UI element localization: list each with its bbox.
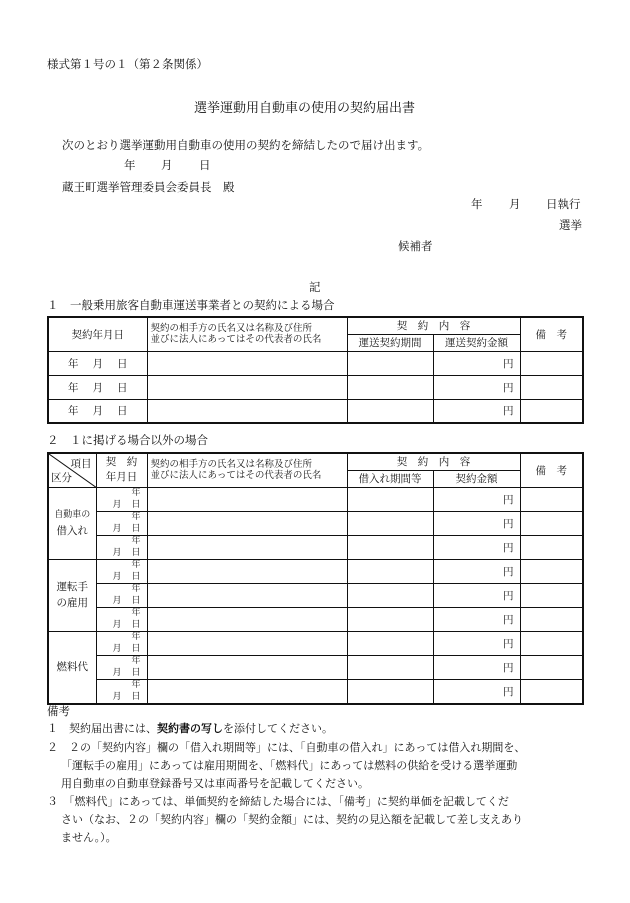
s2-col-remarks: 備 考: [520, 453, 583, 487]
day-label: 日: [117, 381, 128, 394]
party-cell[interactable]: [147, 511, 347, 535]
party-cell[interactable]: [147, 655, 347, 679]
s1-col-period: 運送契約期間: [347, 334, 433, 351]
year-label: 年: [131, 655, 141, 666]
group-label-line1: 自動車の: [54, 510, 91, 520]
table-row: [48, 679, 583, 704]
period-cell[interactable]: [347, 631, 433, 655]
period-cell[interactable]: [347, 351, 433, 375]
s1-col-date: 契約年月日: [48, 317, 147, 351]
day-label: 日: [131, 547, 141, 558]
addressee: 蔵王町選挙管理委員会委員長 殿: [62, 180, 235, 194]
month-label: 月: [92, 357, 103, 370]
year-label: 年: [131, 511, 141, 522]
election-month: 月: [509, 197, 521, 211]
amount-cell[interactable]: 円: [433, 375, 520, 399]
date-box: [97, 632, 147, 655]
date-cell[interactable]: [96, 679, 147, 704]
party-cell[interactable]: [147, 559, 347, 583]
remarks-cell[interactable]: [520, 607, 583, 631]
note-1-text: １ 契約届出書には、: [47, 722, 157, 735]
note-1: [47, 720, 333, 737]
date-box: [97, 608, 147, 631]
date-cell[interactable]: [96, 655, 147, 679]
date-cell[interactable]: [96, 535, 147, 559]
amount-cell[interactable]: 円: [433, 487, 520, 511]
date-cell[interactable]: [96, 631, 147, 655]
date-cell[interactable]: [96, 583, 147, 607]
day-label: 日: [131, 643, 141, 654]
s1-col-amount: 運送契約金額: [433, 334, 520, 351]
s2-col-date: [96, 453, 147, 487]
year-label: 年: [68, 381, 79, 394]
year-label: 年: [131, 583, 141, 594]
candidate-label: 候補者: [398, 239, 433, 253]
amount-cell[interactable]: 円: [433, 399, 520, 423]
day-label: 日: [131, 595, 141, 606]
party-cell[interactable]: [147, 679, 347, 704]
table-row: [48, 487, 583, 511]
day-label: 日: [131, 691, 141, 702]
group-label-line1: 運転手: [56, 581, 88, 593]
year-label: 年: [131, 631, 141, 642]
table-row: [48, 351, 583, 375]
month-label: 月: [112, 619, 122, 630]
note-2-line3: 用自動車の自動車登録番号又は車両番号を記載してください。: [61, 777, 369, 790]
s1-col-party-line2: 並びに法人にあってはその代表者の氏名: [150, 334, 322, 346]
s2-col-party-line1: 契約の相手方の氏名又は名称及び住所: [150, 459, 313, 471]
date-box: [97, 512, 147, 535]
remarks-cell[interactable]: [520, 351, 583, 375]
day-label: 日: [131, 619, 141, 630]
date-cell[interactable]: [96, 559, 147, 583]
group-label-cell: [48, 559, 96, 631]
period-cell[interactable]: [347, 535, 433, 559]
remarks-cell[interactable]: [520, 511, 583, 535]
remarks-cell[interactable]: [520, 655, 583, 679]
amount-cell[interactable]: 円: [433, 535, 520, 559]
party-cell[interactable]: [147, 583, 347, 607]
table-row: [48, 607, 583, 631]
period-cell[interactable]: [347, 399, 433, 423]
remarks-cell[interactable]: [520, 583, 583, 607]
election-year: 年: [471, 197, 483, 211]
amount-cell[interactable]: 円: [433, 607, 520, 631]
form-number: 様式第１号の１（第２条関係）: [47, 57, 208, 71]
day-label: 日: [117, 357, 128, 370]
section1-heading: １ 一般乗用旅客自動車運送事業者との契約による場合: [47, 298, 335, 312]
s2-col-period: 借入れ期間等: [347, 470, 433, 487]
period-cell[interactable]: [347, 583, 433, 607]
document-title: 選挙運動用自動車の使用の契約届出書: [194, 101, 416, 116]
day-label: 日: [131, 571, 141, 582]
date-box: [97, 560, 147, 583]
party-cell[interactable]: [147, 351, 347, 375]
group-label-cell: [48, 487, 96, 559]
table-row: [48, 399, 583, 423]
period-cell[interactable]: [347, 487, 433, 511]
party-cell[interactable]: [147, 535, 347, 559]
period-cell[interactable]: [347, 679, 433, 704]
submit-day: 日: [199, 158, 211, 172]
election-label: 選挙: [559, 218, 582, 232]
month-label: 月: [112, 691, 122, 702]
remarks-cell[interactable]: [520, 559, 583, 583]
period-cell[interactable]: [347, 511, 433, 535]
s2-col-party-line2: 並びに法人にあってはその代表者の氏名: [150, 470, 322, 482]
remarks-cell[interactable]: [520, 399, 583, 423]
election-day: 日執行: [546, 197, 581, 211]
group-label-line2: 借入れ: [56, 525, 88, 537]
date-cell[interactable]: [48, 375, 147, 399]
group-label-cell: [48, 631, 96, 704]
table-row: [48, 631, 583, 655]
ki-label: 記: [309, 280, 321, 294]
table-row: [48, 655, 583, 679]
period-cell[interactable]: [347, 607, 433, 631]
party-cell[interactable]: [147, 607, 347, 631]
s1-col-party-line1: 契約の相手方の氏名又は名称及び住所: [150, 323, 313, 335]
amount-cell[interactable]: 円: [433, 655, 520, 679]
party-cell[interactable]: [147, 631, 347, 655]
month-label: 月: [112, 547, 122, 558]
party-cell[interactable]: [147, 399, 347, 423]
remarks-cell[interactable]: [520, 535, 583, 559]
group-label-line1: 燃料代: [56, 661, 88, 673]
s1-col-contract: 契 約 内 容: [347, 317, 520, 334]
date-box: [97, 656, 147, 679]
amount-cell[interactable]: 円: [433, 631, 520, 655]
date-box: [97, 584, 147, 607]
note-3-line1: ３ 「燃料代」にあっては、単価契約を締結した場合には、「備考」に契約単価を記載してくだ: [47, 795, 509, 808]
period-cell[interactable]: [347, 375, 433, 399]
remarks-cell[interactable]: [520, 487, 583, 511]
diag-bottom-label: 区分: [51, 471, 72, 484]
s2-col-amount: 契約金額: [433, 470, 520, 487]
remarks-cell[interactable]: [520, 375, 583, 399]
table-row: [48, 559, 583, 583]
section2-table: [47, 452, 584, 705]
date-cell[interactable]: [48, 351, 147, 375]
section1-table: [47, 316, 584, 424]
intro-text: 次のとおり選挙運動用自動車の使用の契約を締結したので届け出ます。: [62, 138, 430, 152]
year-label: 年: [131, 559, 141, 570]
table-row: [48, 511, 583, 535]
day-label: 日: [131, 667, 141, 678]
s2-col-date-line2: 年月日: [105, 471, 138, 484]
notes-heading: 備考: [47, 704, 70, 718]
table-row: [48, 375, 583, 399]
note-2-line2: 「運転手の雇用」にあっては雇用期間を、「燃料代」にあっては燃料の供給を受ける選挙運動: [61, 759, 518, 772]
s1-col-party: [147, 317, 347, 351]
day-label: 日: [117, 405, 128, 418]
s2-col-date-line1: 契 約: [105, 456, 138, 469]
section2-heading: ２ １に掲げる場合以外の場合: [47, 433, 208, 447]
party-cell[interactable]: [147, 487, 347, 511]
submit-month: 月: [161, 158, 173, 172]
diag-top-label: 項目: [70, 458, 92, 470]
date-box: [97, 680, 147, 703]
date-cell[interactable]: [48, 399, 147, 423]
note-1-tail: を添付してください。: [223, 722, 333, 735]
year-label: 年: [68, 357, 79, 370]
month-label: 月: [112, 571, 122, 582]
party-cell[interactable]: [147, 375, 347, 399]
s2-diagonal-header: [48, 453, 96, 487]
date-cell[interactable]: [96, 607, 147, 631]
note-1-bold: 契約書の写し: [157, 722, 223, 735]
year-label: 年: [131, 535, 141, 546]
table-row: [48, 535, 583, 559]
year-label: 年: [68, 405, 79, 418]
remarks-cell[interactable]: [520, 679, 583, 704]
month-label: 月: [112, 595, 122, 606]
note-3-line3: ません。）。: [61, 831, 117, 844]
period-cell[interactable]: [347, 655, 433, 679]
month-label: 月: [92, 381, 103, 394]
month-label: 月: [112, 667, 122, 678]
note-3-line2: さい（なお、２の「契約内容」欄の「契約金額」には、契約の見込額を記載して差し支えあり: [61, 813, 523, 826]
month-label: 月: [112, 643, 122, 654]
note-2-line1: ２ ２の「契約内容」欄の「借入れ期間等」には、「自動車の借入れ」にあっては借入れ期間を、: [47, 741, 526, 754]
day-label: 日: [131, 523, 141, 534]
date-cell[interactable]: [96, 511, 147, 535]
month-label: 月: [92, 405, 103, 418]
amount-cell[interactable]: 円: [433, 559, 520, 583]
amount-cell[interactable]: 円: [433, 583, 520, 607]
date-box: [97, 536, 147, 559]
submit-year: 年: [124, 158, 136, 172]
s2-col-party: [147, 453, 347, 487]
month-label: 月: [112, 523, 122, 534]
year-label: 年: [131, 679, 141, 690]
month-label: 月: [112, 499, 122, 510]
remarks-cell[interactable]: [520, 631, 583, 655]
group-label-line2: の雇用: [56, 597, 88, 609]
amount-cell[interactable]: 円: [433, 511, 520, 535]
s1-col-remarks: 備 考: [520, 317, 583, 351]
date-cell[interactable]: [96, 487, 147, 511]
s2-col-contract: 契 約 内 容: [347, 453, 520, 470]
day-label: 日: [131, 499, 141, 510]
year-label: 年: [131, 487, 141, 498]
table-row: [48, 583, 583, 607]
amount-cell[interactable]: 円: [433, 679, 520, 704]
year-label: 年: [131, 607, 141, 618]
amount-cell[interactable]: 円: [433, 351, 520, 375]
date-box: [97, 488, 147, 511]
period-cell[interactable]: [347, 559, 433, 583]
